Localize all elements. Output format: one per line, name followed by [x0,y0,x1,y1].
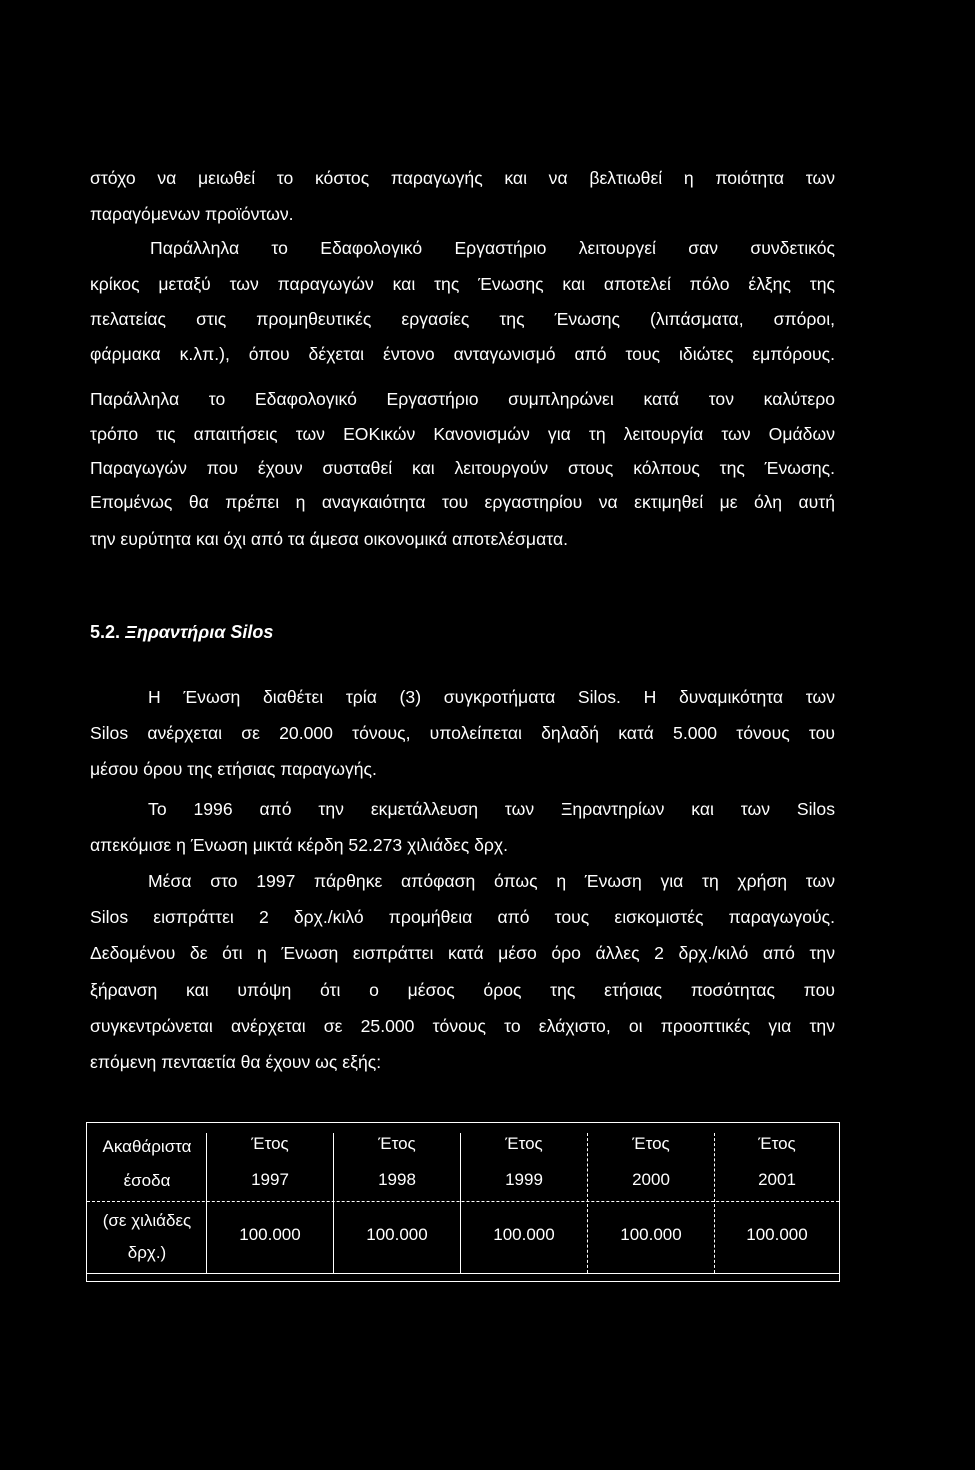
text-line: Παράλληλα το Εδαφολογικό Εργαστήριο λειτουργεί σαν συνδετικός [150,238,835,258]
section-title: Ξηραντήρια Silos [125,622,274,642]
table-row-header: Ακαθάριστα [102,1137,192,1156]
table-column-label: Έτος [758,1134,796,1153]
text-line: στόχο να μειωθεί το κόστος παραγωγής και να βελτιωθεί η ποιότητα των [90,168,835,188]
text-line: απεκόμισε η Ένωση μικτά κέρδη 52.273 χιλιάδες δρχ. [90,835,509,855]
table-column-label: Έτος [251,1134,289,1153]
revenue-table [86,1122,840,1282]
text-line: την ευρύτητα και όχι από τα άμεσα οικονομικά αποτελέσματα. [90,529,569,549]
text-line: Παραγωγών που έχουν συσταθεί και λειτουργούν στους κόλπους της Ένωσης. [90,458,835,478]
text-line: πελατείας στις προμηθευτικές εργασίες της Ένωσης (λιπάσματα, σπόροι, [90,309,835,329]
text-line: Silos ανέρχεται σε 20.000 τόνους, υπολείπεται δηλαδή κατά 5.000 τόνους του [90,723,835,743]
table-divider [87,1273,839,1274]
table-row-header: (σε χιλιάδες [102,1211,192,1230]
section-heading [90,622,273,643]
table-cell-value: 100.000 [239,1225,301,1244]
text-line: τρόπο τις απαιτήσεις των ΕΟΚικών Κανονισμών για τη λειτουργία των Ομάδων [90,424,835,444]
text-line: Το 1996 από την εκμετάλλευση των Ξηραντηρίων και των Silos [148,799,835,819]
section-number: 5.2. [90,622,121,642]
text-line: φάρμακα κ.λπ.), όπου δέχεται έντονο ανταγωνισμό από τους ιδιώτες εμπόρους. [90,344,835,364]
table-cell-value: 100.000 [366,1225,428,1244]
table-cell-value: 100.000 [746,1225,808,1244]
table-column-label: Έτος [632,1134,670,1153]
text-line: συγκεντρώνεται ανέρχεται σε 25.000 τόνους το ελάχιστο, οι προοπτικές για την [90,1016,835,1036]
text-line: παραγόμενων προϊόντων. [90,204,294,224]
text-line: Δεδομένου δε ότι η Ένωση εισπράττει κατά μέσο όρο άλλες 2 δρχ./κιλό από την [90,943,835,963]
table-column-label: Έτος [505,1134,543,1153]
table-row-header: δρχ.) [127,1243,167,1262]
text-line: Η Ένωση διαθέτει τρία (3) συγκροτήματα Silos. Η δυναμικότητα των [148,687,835,707]
text-line: ξήρανση και υπόψη ότι ο μέσος όρος της ετήσιας ποσότητας που [90,980,835,1000]
table-column-year: 1998 [378,1170,416,1189]
text-line: μέσου όρου της ετήσιας παραγωγής. [90,759,377,779]
text-line: Παράλληλα το Εδαφολογικό Εργαστήριο συμπληρώνει κατά τον καλύτερο [90,389,835,409]
text-line: Μέσα στο 1997 πάρθηκε απόφαση όπως η Ένωση για τη χρήση των [148,871,835,891]
table-column-label: Έτος [378,1134,416,1153]
table-column-year: 2000 [632,1170,670,1189]
table-divider [87,1201,839,1202]
table-cell-value: 100.000 [493,1225,555,1244]
table-column-year: 1997 [251,1170,289,1189]
table-row-header: έσοδα [123,1171,171,1190]
table-column-year: 1999 [505,1170,543,1189]
text-line: Silos εισπράττει 2 δρχ./κιλό προμήθεια από τους εισκομιστές παραγωγούς. [90,907,835,927]
text-line: κρίκος μεταξύ των παραγωγών και της Ένωσης και αποτελεί πόλο έλξης της [90,274,835,294]
table-cell-value: 100.000 [620,1225,682,1244]
text-line: Επομένως θα πρέπει η αναγκαιότητα του εργαστηρίου να εκτιμηθεί με όλη αυτή [90,492,835,512]
text-line: επόμενη πενταετία θα έχουν ως εξής: [90,1052,382,1072]
table-column-year: 2001 [758,1170,796,1189]
